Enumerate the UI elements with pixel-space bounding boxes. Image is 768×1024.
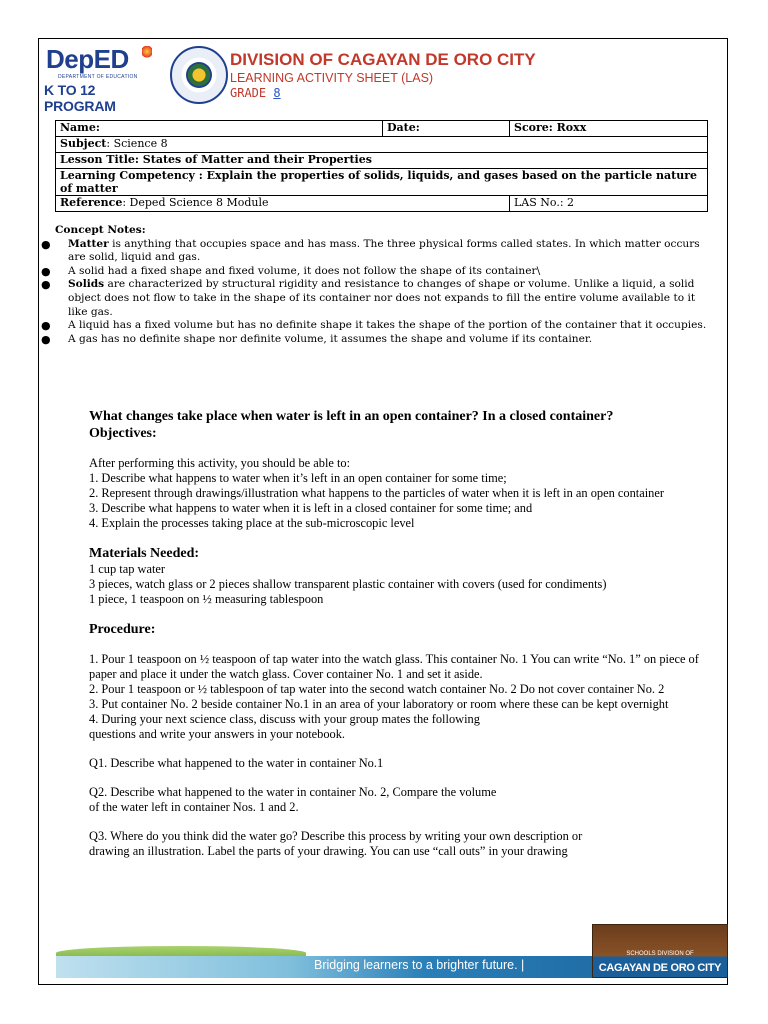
badge-city: CAGAYAN DE ORO CITY (598, 962, 722, 974)
question-q2-continued: of the water left in container Nos. 1 and 2. (89, 800, 299, 814)
procedure-step: 4. During your next science class, discuss with your group mates the following (89, 712, 480, 726)
list-item: ● A liquid has a fixed volume but has no definite shape it takes the shape of the portion of the container that it occupies. (41, 319, 707, 333)
objectives-heading: Objectives: (89, 426, 157, 441)
list-item: ● A solid had a fixed shape and fixed volume, it does not follow the shape of its container\ (41, 264, 541, 278)
info-table (55, 120, 708, 212)
subject-cell: Subject: Science 8 (56, 137, 708, 153)
sheet-type: LEARNING ACTIVITY SHEET (LAS) (230, 71, 434, 85)
program-label: K TO 12 PROGRAM (44, 82, 116, 114)
question-q3-continued: drawing an illustration. Label the parts of your drawing. You can use “call outs” in your drawing (89, 844, 568, 858)
procedure-heading: Procedure: (89, 622, 156, 637)
question-q3: Q3. Where do you think did the water go? Describe this process by writing your own description or (89, 829, 583, 843)
badge-subtitle: SCHOOLS DIVISION OF (626, 951, 694, 957)
procedure-step: 1. Pour 1 teaspoon on ½ teaspoon of tap water into the watch glass. This container No. 1 You can write “No. 1” on piece of paper and place it under the watch glass. Cover container No. 1 and set it aside. (89, 652, 699, 681)
name-cell[interactable]: Name: (56, 121, 383, 137)
material-item: 1 cup tap water (89, 562, 166, 576)
grade-label: GRADE (230, 86, 267, 100)
footer-slogan: Bridging learners to a brighter future. | (314, 958, 525, 972)
grade-line (230, 86, 536, 100)
las-number-cell: LAS No.: 2 (510, 196, 708, 212)
materials-heading: Materials Needed: (89, 546, 200, 561)
question-q1: Q1. Describe what happened to the water in container No.1 (89, 756, 384, 770)
title-block (230, 50, 536, 100)
reference-cell: Reference: Deped Science 8 Module (56, 196, 510, 212)
document-header (44, 44, 724, 114)
concept-notes-heading: Concept Notes: (55, 224, 146, 236)
activity-section (89, 408, 719, 859)
objective-item: 3. Describe what happens to water when it is left in a closed container for some time; and (89, 501, 533, 515)
activity-question: What changes take place when water is left in an open container? In a closed container? (89, 409, 614, 424)
list-item: ● Solids are characterized by structural rigidity and resistance to changes of shape or volume. Unlike a liquid, a solid object does not flow to take in the shape of its container nor does not expands to fill the entire volume available to it like gas. (41, 278, 696, 318)
list-item: ● A gas has no definite shape nor definite volume, it assumes the shape and volume if its container. (41, 332, 593, 346)
bullet-icon: ● (41, 319, 51, 333)
concept-notes-list (38, 238, 728, 347)
concept-notes (38, 224, 728, 346)
date-cell[interactable]: Date: (383, 121, 510, 137)
material-item: 1 piece, 1 teaspoon on ½ measuring tablespoon (89, 592, 324, 606)
bullet-icon: ● (41, 237, 51, 251)
procedure-step: questions and write your answers in your notebook. (89, 727, 346, 741)
competency-cell: Learning Competency : Explain the properties of solids, liquids, and gases based on the particle nature of matter (56, 169, 708, 196)
bullet-icon: ● (41, 332, 51, 346)
question-q2: Q2. Describe what happened to the water in container No. 2, Compare the volume (89, 785, 497, 799)
footer-banner (56, 924, 728, 982)
division-title: DIVISION OF CAGAYAN DE ORO CITY (230, 50, 536, 69)
objective-item: 2. Represent through drawings/illustration what happens to the particles of water when it is left in an open container (89, 486, 664, 500)
procedure-step: 3. Put container No. 2 beside container No.1 in an area of your laboratory or room where these can be kept overnight (89, 697, 669, 711)
department-seal-icon (170, 46, 228, 104)
bullet-icon: ● (41, 278, 51, 292)
objectives-intro: After performing this activity, you should be able to: (89, 456, 351, 470)
objective-item: 1. Describe what happens to water when it’s left in an open container for some time; (89, 471, 507, 485)
material-item: 3 pieces, watch glass or 2 pieces shallow transparent plastic container with covers (used for condiments) (89, 577, 607, 591)
logo-wordmark: DepED (46, 44, 129, 74)
torch-icon (142, 46, 152, 60)
score-cell[interactable]: Score: Roxx (510, 121, 708, 137)
procedure-step: 2. Pour 1 teaspoon or ½ tablespoon of tap water into the second watch container No. 2 Do not cover container No. 2 (89, 682, 665, 696)
list-item: ● Matter is anything that occupies space and has mass. The three physical forms called states. In which matter occurs are solid, liquid and gas. (41, 237, 700, 264)
school-division-logo (592, 924, 728, 978)
deped-logo (44, 44, 168, 114)
lesson-title-cell: Lesson Title: States of Matter and their Properties (56, 153, 708, 169)
objective-item: 4. Explain the processes taking place at the sub-microscopic level (89, 516, 415, 530)
grade-value: 8 (273, 86, 281, 100)
logo-subtext: DEPARTMENT OF EDUCATION (58, 74, 138, 80)
bullet-icon: ● (41, 264, 51, 278)
